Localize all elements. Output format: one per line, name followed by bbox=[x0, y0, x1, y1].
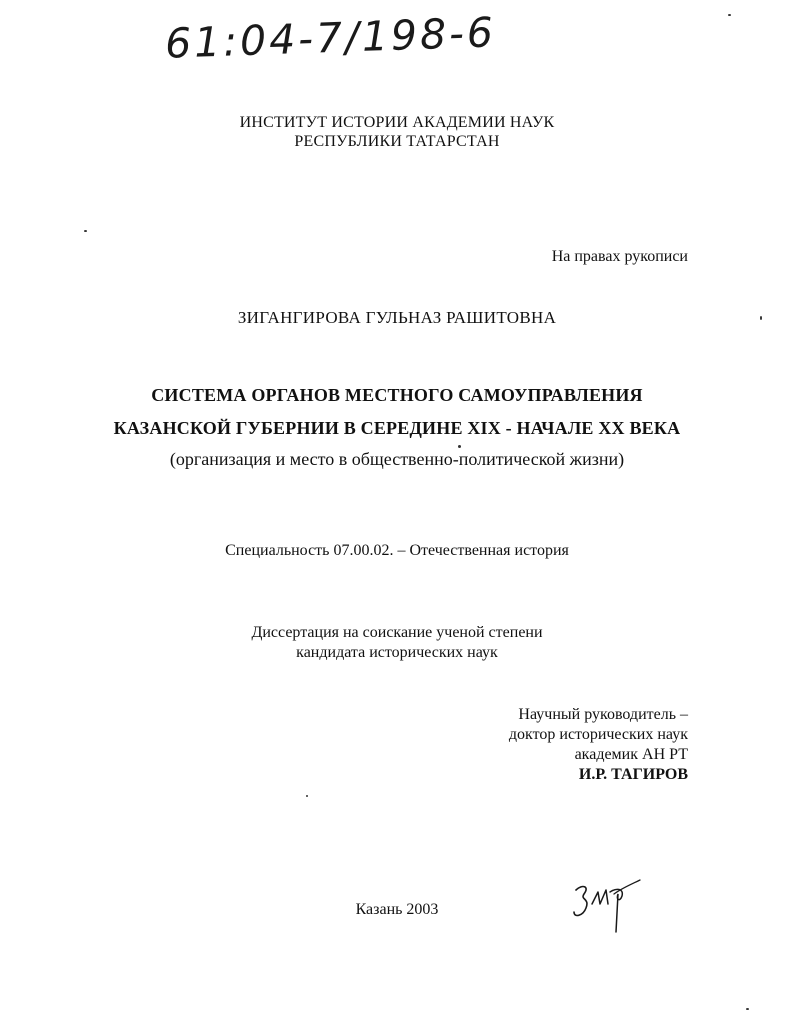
scan-speck bbox=[84, 230, 87, 232]
supervisor-name: И.Р. ТАГИРОВ bbox=[578, 766, 688, 783]
institute-name-line1: ИНСТИТУТ ИСТОРИИ АКАДЕМИИ НАУК bbox=[239, 114, 555, 131]
scan-speck bbox=[306, 795, 308, 797]
dissertation-degree-line2: кандидата исторических наук bbox=[296, 644, 498, 661]
supervisor-block bbox=[509, 705, 688, 785]
scan-speck bbox=[746, 1008, 749, 1010]
supervisor-role: Научный руководитель – bbox=[518, 706, 688, 723]
scan-speck bbox=[728, 14, 731, 16]
scan-speck bbox=[760, 316, 762, 320]
scan-speck bbox=[458, 445, 461, 448]
manuscript-rights-note: На правах рукописи bbox=[551, 248, 688, 265]
supervisor-degree: доктор исторических наук bbox=[508, 726, 688, 743]
signature-icon bbox=[570, 878, 645, 940]
supervisor-academy: академик АН РТ bbox=[574, 746, 688, 763]
institute-name-line2: РЕСПУБЛИКИ ТАТАРСТАН bbox=[294, 133, 500, 150]
title-line2: КАЗАНСКОЙ ГУБЕРНИИ В СЕРЕДИНЕ XIX - НАЧАЛЕ XX ВЕКА bbox=[113, 418, 681, 438]
dissertation-degree-line1: Диссертация на соискание ученой степени bbox=[251, 624, 543, 641]
author-name: ЗИГАНГИРОВА ГУЛЬНАЗ РАШИТОВНА bbox=[237, 308, 557, 327]
title-subtitle: (организация и место в общественно-политической жизни) bbox=[169, 449, 625, 469]
specialty: Специальность 07.00.02. – Отечественная история bbox=[225, 542, 569, 559]
place-and-year: Казань 2003 bbox=[355, 901, 439, 918]
title-line1: СИСТЕМА ОРГАНОВ МЕСТНОГО САМОУПРАВЛЕНИЯ bbox=[151, 385, 643, 405]
handwritten-archive-code: 61:04-7/198-6 bbox=[164, 8, 497, 68]
